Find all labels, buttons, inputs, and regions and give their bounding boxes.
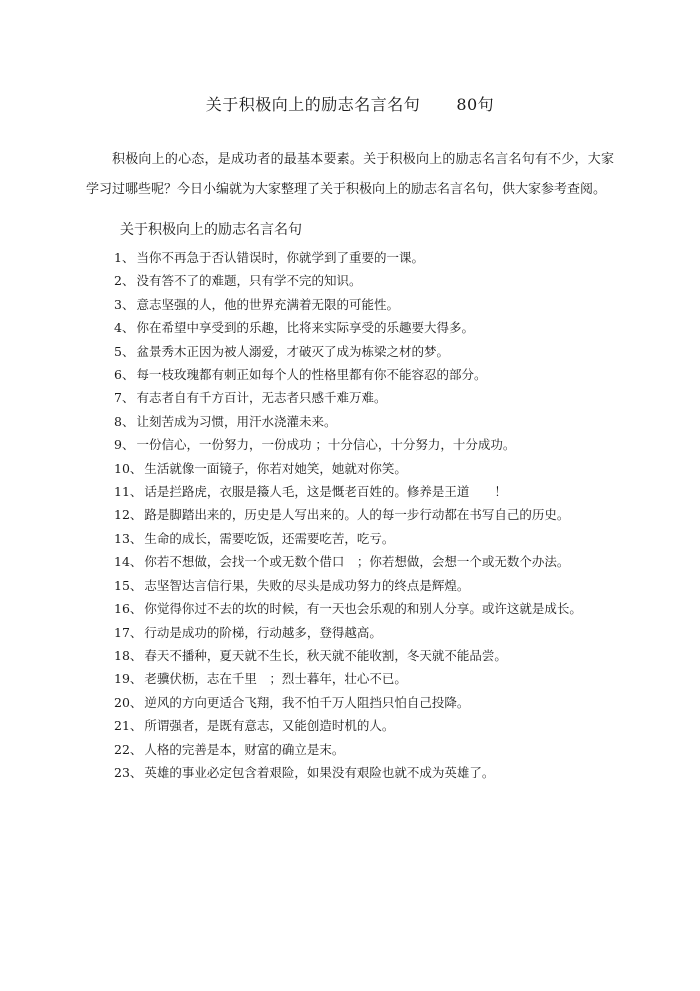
item-number: 12、 bbox=[114, 507, 143, 523]
section-heading: 关于积极向上的励志名言名句 bbox=[120, 222, 302, 238]
item-text: 逆风的方向更适合飞翔，我不怕千万人阻挡只怕自己投降。 bbox=[144, 694, 470, 710]
item-text: 春天不播种，夏天就不生长，秋天就不能收割，冬天就不能品尝。 bbox=[144, 647, 507, 663]
item-number: 11、 bbox=[114, 484, 143, 500]
list-item bbox=[86, 457, 606, 480]
item-text: 没有答不了的难题，只有学不完的知识。 bbox=[136, 273, 362, 289]
list-item bbox=[86, 503, 606, 526]
item-text: 一份信心，一份努力，一份成功 ；十分信心，十分努力，十分成功。 bbox=[136, 437, 516, 453]
item-number: 17、 bbox=[114, 624, 143, 640]
item-number: 14、 bbox=[114, 554, 143, 570]
item-number: 10、 bbox=[114, 460, 143, 476]
title-text: 关于积极向上的励志名言名句 bbox=[205, 95, 421, 114]
item-text: 行动是成功的阶梯，行动越多，登得越高。 bbox=[144, 624, 382, 640]
item-number: 22、 bbox=[114, 741, 143, 757]
item-text: 志坚智达言信行果，失败的尽头是成功努力的终点是辉煌。 bbox=[144, 577, 470, 593]
item-number: 20、 bbox=[114, 694, 143, 710]
item-text: 老骥伏枥，志在千里 ；烈士暮年，壮心不已。 bbox=[144, 671, 407, 687]
item-number: 19、 bbox=[114, 671, 143, 687]
item-text: 你觉得你过不去的坎的时候，有一天也会乐观的和别人分享。或许这就是成长。 bbox=[144, 601, 582, 617]
list-item bbox=[86, 621, 606, 644]
item-number: 9、 bbox=[114, 437, 135, 453]
list-item bbox=[86, 410, 606, 433]
item-text: 生活就像一面镜子，你若对她笑，她就对你笑。 bbox=[144, 460, 407, 476]
list-item bbox=[86, 691, 606, 714]
list-item bbox=[86, 574, 606, 597]
item-number: 21、 bbox=[114, 718, 143, 734]
item-number: 16、 bbox=[114, 601, 143, 617]
item-number: 6、 bbox=[114, 367, 135, 383]
item-number: 13、 bbox=[114, 530, 143, 546]
item-number: 15、 bbox=[114, 577, 143, 593]
item-number: 1、 bbox=[114, 250, 135, 265]
item-number: 3、 bbox=[114, 296, 135, 312]
list-item bbox=[86, 386, 606, 409]
list-item bbox=[86, 550, 606, 573]
item-text: 每一枝玫瑰都有刺正如每个人的性格里都有你不能容忍的部分。 bbox=[136, 367, 487, 383]
list-item bbox=[86, 738, 606, 761]
list-item bbox=[86, 433, 606, 456]
title-count: 80句 bbox=[456, 95, 495, 114]
list-item bbox=[86, 597, 606, 620]
item-text: 所谓强者，是既有意志，又能创造时机的人。 bbox=[144, 718, 395, 734]
list-item bbox=[86, 480, 606, 503]
item-text: 当你不再急于否认错误时，你就学到了重要的一课。 bbox=[136, 250, 424, 265]
item-text: 英雄的事业必定包含着艰险，如果没有艰险也就不成为英雄了。 bbox=[144, 764, 495, 780]
item-text: 有志者自有千方百计，无志者只感千难万难。 bbox=[136, 390, 387, 406]
list-item bbox=[86, 644, 606, 667]
list-item bbox=[86, 363, 606, 386]
list-item bbox=[86, 316, 606, 339]
item-number: 2、 bbox=[114, 273, 135, 289]
list-item bbox=[86, 714, 606, 737]
item-number: 8、 bbox=[114, 413, 135, 429]
list-item bbox=[86, 269, 606, 292]
item-number: 7、 bbox=[114, 390, 135, 406]
quote-list bbox=[86, 246, 606, 784]
item-text: 盆景秀木正因为被人溺爱，才破灭了成为栋梁之材的梦。 bbox=[136, 343, 449, 359]
item-text: 你在希望中享受到的乐趣，比将来实际享受的乐趣要大得多。 bbox=[136, 320, 474, 336]
item-text: 话是拦路虎，衣服是籡人毛，这是慨老百姓的。修养是王道 ！ bbox=[144, 484, 507, 500]
item-number: 23、 bbox=[114, 764, 143, 780]
item-number: 5、 bbox=[114, 343, 135, 359]
list-item bbox=[86, 246, 606, 269]
list-item bbox=[86, 293, 606, 316]
item-text: 你若不想做，会找一个或无数个借口 ；你若想做，会想一个或无数个办法。 bbox=[144, 554, 570, 570]
intro-paragraph: 积极向上的心态，是成功者的最基本要素。关于积极向上的励志名言名句有不少，大家学习过哪些呢？今日小编就为大家整理了关于积极向上的励志名言名句，供大家参考查阅。 bbox=[86, 152, 614, 197]
page-title bbox=[0, 92, 700, 115]
item-text: 路是脚踏出来的，历史是人写出来的。人的每一步行动都在书写自己的历史。 bbox=[144, 507, 570, 523]
list-item bbox=[86, 340, 606, 363]
list-item bbox=[86, 527, 606, 550]
list-item bbox=[86, 761, 606, 784]
list-item bbox=[86, 667, 606, 690]
item-number: 18、 bbox=[114, 647, 143, 663]
item-text: 生命的成长，需要吃饭，还需要吃苦，吃亏。 bbox=[144, 530, 395, 546]
item-text: 人格的完善是本，财富的确立是末。 bbox=[144, 741, 345, 757]
item-text: 意志坚强的人，他的世界充满着无限的可能性。 bbox=[136, 296, 399, 312]
item-number: 4、 bbox=[114, 320, 135, 336]
item-text: 让刻苦成为习惯，用汗水浇灌未来。 bbox=[136, 413, 337, 429]
